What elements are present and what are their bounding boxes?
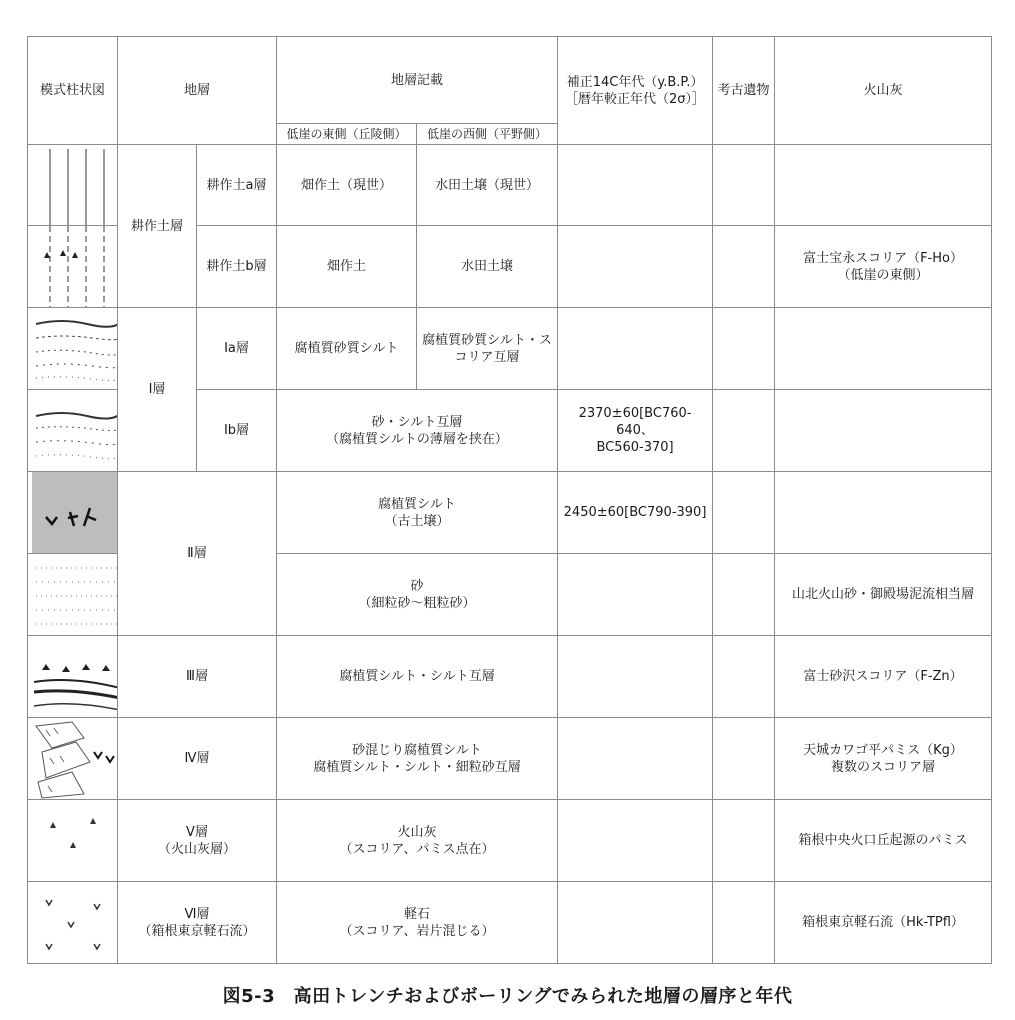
column-diagram-kousaku-b [28, 226, 118, 308]
column-diagram-layer-1b [28, 390, 118, 472]
age-layer-1b: 2370±60[BC760-640、 BC560-370] [558, 390, 713, 472]
ash-cell [775, 472, 992, 554]
header-age: 補正14C年代（y.B.P.） ［暦年較正年代（2σ）］ [558, 37, 713, 145]
table-row [28, 308, 992, 390]
plowed-soil-scoria-pattern [32, 226, 118, 307]
stratigraphy-table [27, 36, 992, 964]
artifacts-cell [713, 882, 775, 964]
artifacts-cell [713, 800, 775, 882]
header-volcanic-ash: 火山灰 [775, 37, 992, 145]
strata-layer-6: Ⅵ層 （箱根東京軽石流） [118, 882, 277, 964]
ash-layer-2-bottom: 山北火山砂・御殿場泥流相当層 [775, 554, 992, 636]
ash-cell [775, 308, 992, 390]
table-row [28, 636, 992, 718]
header-row [28, 37, 992, 124]
column-diagram-layer-4 [28, 718, 118, 800]
plowed-soil-pattern [32, 145, 118, 225]
desc-kousaku-a-west: 水田土壌（現世） [417, 145, 558, 226]
strata-kousaku-a: 耕作土a層 [197, 145, 277, 226]
strata-layer-1b: Ⅰb層 [197, 390, 277, 472]
desc-layer-2-top: 腐植質シルト （古土壌） [277, 472, 558, 554]
desc-layer-2-bottom: 砂 （細粒砂～粗粒砂） [277, 554, 558, 636]
ash-cell [775, 390, 992, 472]
artifacts-cell [713, 554, 775, 636]
strata-layer-2: Ⅱ層 [118, 472, 277, 636]
ash-layer-5: 箱根中央火口丘起源のパミス [775, 800, 992, 882]
age-layer-2-top: 2450±60[BC790-390] [558, 472, 713, 554]
artifacts-cell [713, 718, 775, 800]
desc-layer-5: 火山灰 （スコリア、パミス点在） [277, 800, 558, 882]
ash-layer-3: 富士砂沢スコリア（F-Zn） [775, 636, 992, 718]
column-diagram-layer-6 [28, 882, 118, 964]
age-cell [558, 718, 713, 800]
age-cell [558, 882, 713, 964]
age-cell [558, 308, 713, 390]
sand-pattern [32, 554, 118, 635]
strata-layer-5: Ⅴ層 （火山灰層） [118, 800, 277, 882]
column-diagram-layer-3 [28, 636, 118, 718]
artifacts-cell [713, 636, 775, 718]
age-cell [558, 800, 713, 882]
volcanic-ash-pattern [32, 800, 118, 881]
ash-cell [775, 145, 992, 226]
mixed-silt-pattern [32, 718, 118, 799]
silt-alternation-pattern [32, 636, 118, 717]
artifacts-cell [713, 308, 775, 390]
desc-layer-4: 砂混じり腐植質シルト 腐植質シルト・シルト・細粒砂互層 [277, 718, 558, 800]
header-artifacts: 考古遺物 [713, 37, 775, 145]
strata-kousaku-b: 耕作土b層 [197, 226, 277, 308]
header-column-diagram: 模式柱状図 [28, 37, 118, 145]
desc-layer-1b: 砂・シルト互層 （腐植質シルトの薄層を挟在） [277, 390, 558, 472]
desc-layer-1a-east: 腐植質砂質シルト [277, 308, 417, 390]
sandy-silt-pattern [32, 308, 118, 389]
age-cell [558, 145, 713, 226]
artifacts-cell [713, 226, 775, 308]
table-row [28, 145, 992, 226]
artifacts-cell [713, 390, 775, 472]
column-diagram-layer-2-top [28, 472, 118, 554]
age-cell [558, 636, 713, 718]
column-diagram-layer-5 [28, 800, 118, 882]
ash-layer-6: 箱根東京軽石流（Hk-TPfl） [775, 882, 992, 964]
header-desc-west: 低崖の西側（平野側） [417, 124, 558, 145]
strata-layer-3: Ⅲ層 [118, 636, 277, 718]
header-description: 地層記載 [277, 37, 558, 124]
desc-kousaku-b-east: 畑作土 [277, 226, 417, 308]
figure-caption: 図5-3 高田トレンチおよびボーリングでみられた地層の層序と年代 [222, 986, 793, 1007]
desc-kousaku-a-east: 畑作土（現世） [277, 145, 417, 226]
table-row [28, 718, 992, 800]
pumice-flow-pattern [32, 882, 118, 963]
ash-kousaku-b: 富士宝永スコリア（F-Ho） （低崖の東側） [775, 226, 992, 308]
strata-kousaku: 耕作土層 [118, 145, 197, 308]
strata-layer-4: Ⅳ層 [118, 718, 277, 800]
sand-silt-alternation-pattern [32, 390, 118, 471]
desc-layer-6: 軽石 （スコリア、岩片混じる） [277, 882, 558, 964]
column-diagram-layer-2-bottom [28, 554, 118, 636]
desc-layer-3: 腐植質シルト・シルト互層 [277, 636, 558, 718]
artifacts-cell [713, 472, 775, 554]
desc-layer-1a-west: 腐植質砂質シルト・ス コリア互層 [417, 308, 558, 390]
paleosol-pattern [32, 472, 118, 553]
strata-layer-1a: Ⅰa層 [197, 308, 277, 390]
artifacts-cell [713, 145, 775, 226]
column-diagram-kousaku-a [28, 145, 118, 226]
age-cell [558, 226, 713, 308]
table-row [28, 472, 992, 554]
table-row [28, 882, 992, 964]
header-strata: 地層 [118, 37, 277, 145]
age-cell [558, 554, 713, 636]
desc-kousaku-b-west: 水田土壌 [417, 226, 558, 308]
table-row [28, 800, 992, 882]
header-desc-east: 低崖の東側（丘陵側） [277, 124, 417, 145]
column-diagram-layer-1a [28, 308, 118, 390]
ash-layer-4: 天城カワゴ平パミス（Kg） 複数のスコリア層 [775, 718, 992, 800]
strata-layer-1: Ⅰ層 [118, 308, 197, 472]
